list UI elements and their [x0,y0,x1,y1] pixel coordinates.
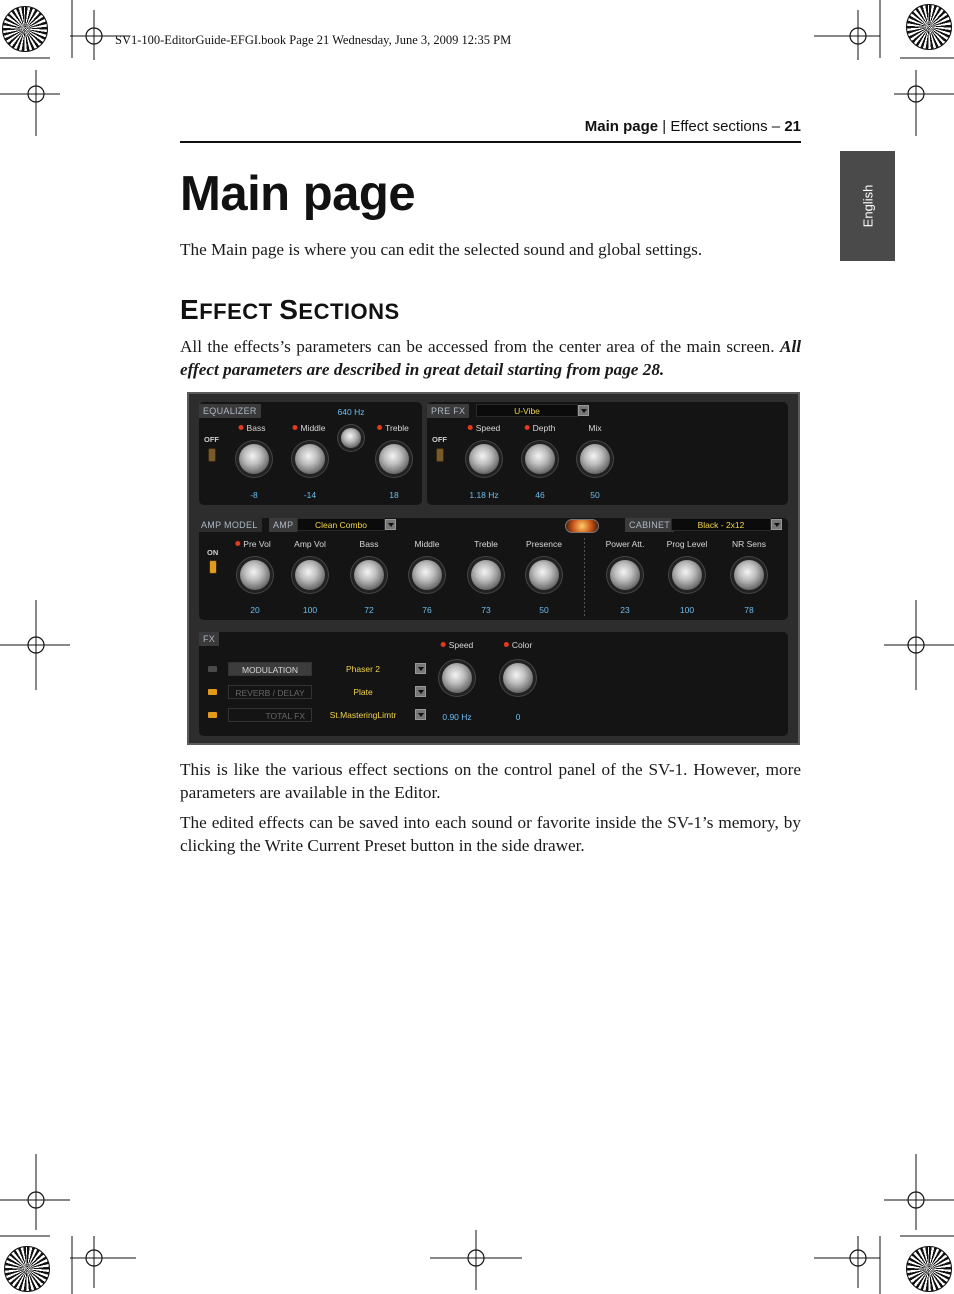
reverb-delay-dropdown-arrow[interactable] [415,686,426,697]
amp-presence-label: Presence [526,539,562,549]
amp-bass-label: Bass [359,539,379,549]
amp-amp-vol-knob[interactable] [295,560,325,590]
file-header: SV1-100-EditorGuide-EFGI.book Page 21 Wednesday, June 3, 2009 12:35 PM [115,33,512,47]
pre-fx-section [427,402,788,505]
running-head-section: Main page [584,118,659,135]
cabinet-tag: CABINET [625,518,674,532]
amp-amp-vol-value: 100 [302,605,318,615]
amp-bass-value: 72 [364,605,374,615]
section-heading [180,294,400,326]
page-number: 21 [784,118,801,135]
modulation-dropdown-arrow[interactable] [415,663,426,674]
paragraph-1-emphasis: All effect parameters are described in great detail starting from page 28. [180,337,801,379]
pre-fx-state: OFF [432,435,447,444]
fx-speed-label: Speed [441,640,474,650]
fx-color-label: Color [504,640,532,650]
equalizer-freq: 640 Hz [337,407,365,417]
equalizer-state: OFF [204,435,219,444]
amp-tag: AMP [269,518,297,532]
fx-color-knob[interactable] [503,663,533,693]
equalizer-switch[interactable] [208,448,216,462]
paragraph-2: This is like the various effect sections on the control panel of the SV-1. However, more parameters are available in the Editor. [180,760,801,802]
amp-treble-knob[interactable] [471,560,501,590]
modulation-type-select[interactable]: Phaser 2 [313,662,413,675]
running-head-subsection: Effect sections [670,118,768,135]
equalizer-tag: EQUALIZER [199,404,261,418]
eq-middle-label: Middle [292,423,325,433]
amp-treble-value: 73 [481,605,491,615]
total-fx-button[interactable]: TOTAL FX [228,708,312,722]
amp-pre-vol-knob[interactable] [240,560,270,590]
pre-fx-mix-knob[interactable] [580,444,610,474]
equalizer-section [199,402,422,505]
pre-fx-tag: PRE FX [427,404,469,418]
eq-bass-knob[interactable] [239,444,269,474]
fx-section [199,632,788,736]
amp-power-att-label: Power Att. [605,539,645,549]
amp-nr-sens-value: 78 [744,605,754,615]
running-head-dash: – [767,118,785,135]
pre-fx-switch[interactable] [436,448,444,462]
amp-dropdown-arrow[interactable] [385,519,396,530]
amp-nr-sens-knob[interactable] [734,560,764,590]
amp-amp-vol-label: Amp Vol [294,539,326,549]
fx-tag: FX [199,632,219,646]
pre-fx-speed-value: 1.18 Hz [469,490,499,500]
amp-prog-level-label: Prog Level [666,539,708,549]
amp-middle-label: Middle [414,539,440,549]
amp-prog-level-value: 100 [679,605,695,615]
total-fx-dropdown-arrow[interactable] [415,709,426,720]
amp-model-select[interactable]: Clean Combo [297,518,385,531]
page-title: Main page [180,167,416,221]
amp-nr-sens-label: NR Sens [731,539,767,549]
amp-tube-icon [565,519,599,533]
fx-color-value: 0 [515,712,521,722]
amp-treble-label: Treble [474,539,498,549]
amp-presence-knob[interactable] [529,560,559,590]
editor-screenshot [187,392,800,745]
amp-prog-level-knob[interactable] [672,560,702,590]
reverb-delay-type-select[interactable]: Plate [313,685,413,698]
header-rule [180,141,801,143]
reverb-delay-button[interactable]: REVERB / DELAY [228,685,312,699]
cabinet-select[interactable]: Black - 2x12 [671,518,771,531]
pre-fx-dropdown-arrow[interactable] [578,405,589,416]
intro-paragraph: The Main page is where you can edit the selected sound and global settings. [180,240,703,259]
modulation-button[interactable]: MODULATION [228,662,312,676]
pre-fx-depth-label: Depth [525,423,556,433]
total-fx-led[interactable] [208,712,217,718]
eq-middle-knob[interactable] [295,444,325,474]
paragraph-3: The edited effects can be saved into each sound or favorite inside the SV-1’s memory, by clicking the Write Current Preset button in the side drawer. [180,813,801,855]
pre-fx-speed-knob[interactable] [469,444,499,474]
amp-switch[interactable] [209,560,217,574]
amp-presence-value: 50 [539,605,549,615]
amp-power-att-value: 23 [620,605,630,615]
amp-pre-vol-label: Pre Vol [235,539,270,549]
eq-treble-label: Treble [377,423,409,433]
amp-bass-knob[interactable] [354,560,384,590]
eq-bass-label: Bass [239,423,266,433]
amp-model-tag: AMP MODEL [197,518,262,532]
reverb-delay-led[interactable] [208,689,217,695]
running-head [180,118,801,135]
amp-middle-knob[interactable] [412,560,442,590]
pre-fx-depth-value: 46 [535,490,545,500]
pre-fx-depth-knob[interactable] [525,444,555,474]
pre-fx-mix-value: 50 [590,490,600,500]
amp-power-att-knob[interactable] [610,560,640,590]
amp-state: ON [207,548,219,557]
equalizer-freq-knob[interactable] [341,428,361,448]
paragraph-1 [180,335,801,381]
fx-speed-knob[interactable] [442,663,472,693]
total-fx-type-select[interactable]: St.MasteringLimtr [313,708,413,721]
amp-section [199,518,788,620]
language-tab [840,151,895,261]
amp-divider [584,538,585,618]
eq-treble-value: 18 [389,490,399,500]
eq-bass-value: -8 [250,490,258,500]
eq-treble-knob[interactable] [379,444,409,474]
eq-middle-value: -14 [303,490,317,500]
pre-fx-type-select[interactable]: U-Vibe [476,404,578,417]
pre-fx-mix-label: Mix [588,423,602,433]
modulation-led[interactable] [208,666,217,672]
running-head-separator: | [658,118,671,135]
amp-middle-value: 76 [422,605,432,615]
paragraph-1-text: All the effects’s parameters can be accessed from the center area of the main screen. [180,337,780,356]
language-tab-label: English [860,184,875,228]
cabinet-dropdown-arrow[interactable] [771,519,782,530]
section-heading-text: EFFECT SECTIONS [180,294,400,325]
pre-fx-speed-label: Speed [468,423,501,433]
fx-speed-value: 0.90 Hz [442,712,472,722]
amp-pre-vol-value: 20 [250,605,260,615]
